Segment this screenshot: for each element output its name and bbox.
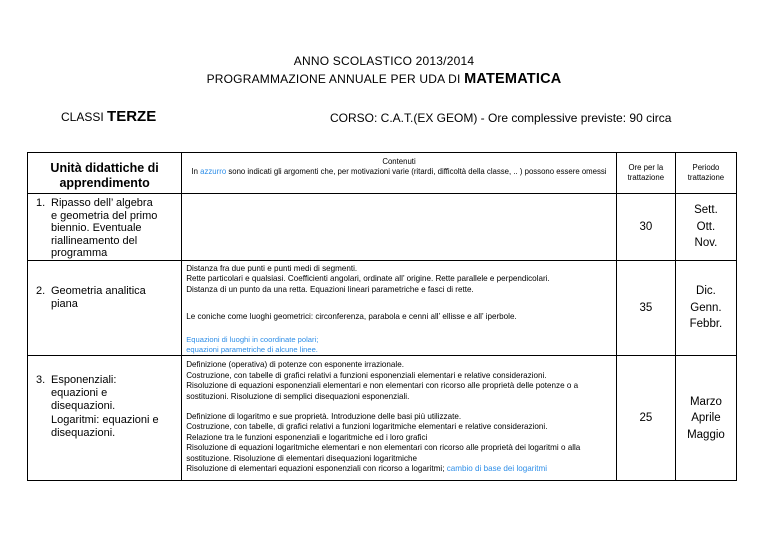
contents-cell (182, 194, 617, 261)
unit-cell (28, 356, 182, 481)
content-text: Risoluzione di elementari equazioni esponenziali con ricorso a logaritmi; (186, 464, 445, 474)
unit-text: Esponenziali: (51, 374, 117, 387)
classes-value: TERZE (107, 108, 157, 125)
unit-cell (28, 260, 182, 355)
period-month: Dic. (696, 285, 716, 298)
contents-cell (182, 260, 617, 355)
hours-cell: 30 (616, 194, 675, 261)
content-line: Risoluzione di equazioni logaritmiche elementari e non elementari con ricorso alle proprietà dei logaritmi o alla sostituzione. Risoluzione di elementari disequazioni logaritmiche (186, 443, 581, 463)
content-line: Rette particolari e qualsiasi. Coefficienti angolari, ordinate all’ origine. Rette parallele e perpendicolari. (186, 274, 550, 284)
period-month: Maggio (687, 428, 725, 441)
school-year-title: ANNO SCOLASTICO 2013/2014 (293, 54, 475, 68)
content-line-optional: equazioni parametriche di alcune linee. (186, 345, 318, 354)
content-line: Definizione (operativa) di potenze con esponente irrazionale. (186, 360, 404, 370)
note-pre: In (191, 167, 198, 176)
table-row (28, 194, 737, 261)
unit-line (36, 197, 177, 210)
note-post: sono indicati gli argomenti che, per motivazioni varie (ritardi, difficoltà della classe, .. ) possono essere omessi (228, 167, 607, 176)
table-row (28, 260, 737, 355)
hours-cell: 25 (616, 356, 675, 481)
hours-cell: 35 (616, 260, 675, 355)
unit-line: disequazioni. (51, 426, 116, 439)
unit-number: 3. (36, 374, 46, 387)
content-line: Le coniche come luoghi geometrici: circonferenza, parabola e cenni all’ ellisse e all’ iperbole. (186, 312, 517, 322)
programming-title-prefix: PROGRAMMAZIONE ANNUALE PER UDA DI (206, 72, 461, 86)
unit-text: Ripasso dell’ algebra (51, 197, 153, 209)
unit-number: 1. (36, 197, 46, 209)
period-month: Febbr. (689, 318, 723, 331)
table-header-row (28, 153, 737, 194)
content-line-optional: Equazioni di luoghi in coordinate polari; (186, 334, 319, 344)
content-text-optional: cambio di base dei logaritmi (446, 464, 548, 474)
period-month: Nov. (694, 237, 718, 250)
subject-name: MATEMATICA (464, 71, 562, 87)
period-month: Aprile (691, 412, 721, 425)
classes-label-text: CLASSI (61, 110, 104, 124)
course-info: CORSO: C.A.T.(EX GEOM) - Ore complessive previste: 90 circa (330, 111, 672, 125)
unit-line (36, 285, 177, 298)
period-month: Ott. (696, 220, 716, 233)
period-cell (675, 194, 736, 261)
program-table (27, 152, 737, 481)
col-header-contents (182, 153, 617, 194)
table-row (28, 356, 737, 481)
unit-line: equazioni e (51, 387, 108, 399)
unit-line: disequazioni. (51, 399, 116, 412)
period-cell (675, 260, 736, 355)
content-line: Costruzione, con tabelle di grafici relativi a funzioni esponenziali elementari e relative considerazioni. (186, 370, 547, 380)
classes-label (61, 108, 156, 125)
unit-line (36, 374, 177, 387)
unit-line: e geometria del primo (51, 209, 158, 222)
content-line: Definizione di logaritmo e sue proprietà. Introduzione delle basi più utilizzate. (186, 412, 462, 422)
col-header-contents-title: Contenuti (382, 157, 416, 166)
unit-number: 2. (36, 284, 46, 297)
content-line: Distanza fra due punti e punti medi di segmenti. (186, 263, 358, 273)
col-header-unit: Unità didattiche di apprendimento (28, 153, 182, 194)
unit-line: programma (51, 247, 108, 260)
period-cell (675, 356, 736, 481)
programming-title (0, 71, 768, 87)
content-line: Relazione tra le funzioni esponenziali e logaritmiche ed i loro grafici (186, 432, 428, 442)
contents-cell (182, 356, 617, 481)
period-month: Sett. (694, 204, 718, 217)
content-line: Costruzione, con tabelle, di grafici relativi a funzioni logaritmiche elementari e relative considerazioni. (186, 422, 548, 432)
unit-cell (28, 194, 182, 261)
content-line (186, 464, 612, 474)
note-blue: azzurro (200, 167, 227, 176)
col-header-contents-note (182, 167, 616, 177)
content-line: Distanza di un punto da una retta. Equazioni lineari parametriche e fasci di rette. (186, 284, 474, 294)
content-line: Risoluzione di equazioni esponenziali elementari e non elementari con ricorso alle proprietà delle potenze o a sostituzioni. Risoluzione di semplici disequazioni esponenziali. (186, 381, 579, 401)
period-month: Genn. (690, 301, 722, 314)
col-header-period: Periodo trattazione (675, 153, 736, 194)
unit-line: biennio. Eventuale (51, 222, 142, 235)
unit-line: piana (51, 297, 78, 310)
unit-text: Geometria analitica (51, 284, 146, 297)
period-month: Marzo (689, 395, 722, 408)
unit-line: riallineamento del (51, 234, 138, 247)
unit-line: Logaritmi: equazioni e (51, 414, 159, 427)
col-header-hours: Ore per la trattazione (616, 153, 675, 194)
